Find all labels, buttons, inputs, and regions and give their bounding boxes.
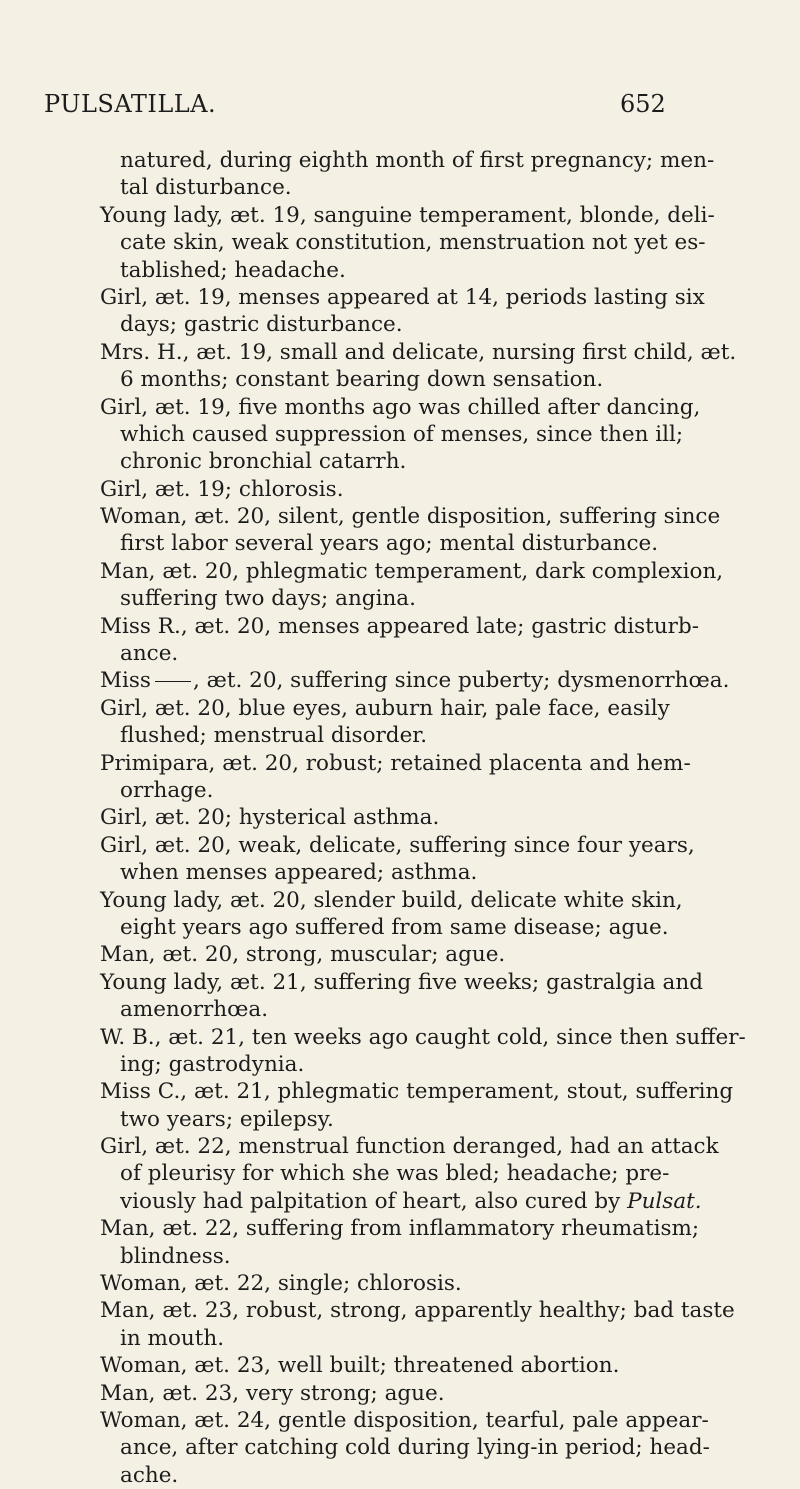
- line-text: ing; gastrodynia.: [120, 1051, 305, 1077]
- line-text: flushed; menstrual disorder.: [120, 723, 428, 749]
- line-text: amenorrhœa.: [120, 997, 269, 1023]
- text-line: [100, 1133, 730, 1160]
- text-line: [100, 1462, 730, 1489]
- line-text: Girl, æt. 19; chlorosis.: [100, 476, 344, 502]
- line-text: Girl, æt. 20, weak, delicate, suffering since four years,: [100, 832, 695, 858]
- text-line: [100, 777, 730, 804]
- text-line: [100, 613, 730, 640]
- text-line: [100, 339, 737, 366]
- line-text: chronic bronchial catarrh.: [120, 449, 407, 475]
- line-text: Girl, æt. 19, five months ago was chilled after dancing,: [100, 394, 701, 420]
- text-line: [100, 1407, 730, 1434]
- line-text: Man, æt. 23, robust, strong, apparently healthy; bad taste: [100, 1298, 735, 1324]
- line-prefix: Miss: [100, 668, 151, 694]
- text-line: [100, 1352, 730, 1379]
- text-line: [100, 174, 730, 201]
- text-line: [100, 1215, 730, 1242]
- line-text: when menses appeared; asthma.: [120, 860, 478, 886]
- text-line: [100, 1078, 734, 1105]
- name-omitted-dash: [155, 681, 191, 682]
- text-line: [100, 257, 730, 284]
- text-line: [100, 667, 730, 694]
- text-line: [100, 695, 730, 722]
- text-line: [100, 1297, 735, 1324]
- line-text: eight years ago suffered from same disease; ague.: [120, 914, 669, 940]
- line-text: in mouth.: [120, 1325, 225, 1351]
- text-line: [100, 1160, 730, 1187]
- text-line: [100, 859, 730, 886]
- text-line: [100, 1380, 730, 1407]
- line-text: Mrs. H., æt. 19, small and delicate, nursing first child, æt.: [100, 339, 737, 365]
- line-text: ache.: [120, 1462, 179, 1488]
- text-line: [100, 366, 730, 393]
- line-text: orrhage.: [120, 777, 214, 803]
- line-text: ance, after catching cold during lying-in period; head-: [120, 1435, 710, 1461]
- running-head-title: PULSATILLA.: [44, 90, 217, 118]
- line-text: Man, æt. 20, phlegmatic temperament, dark complexion,: [100, 558, 724, 584]
- line-text: Young lady, æt. 19, sanguine temperament, blonde, deli-: [100, 202, 715, 228]
- text-line: [100, 229, 730, 256]
- text-line: [100, 503, 730, 530]
- line-text: Woman, æt. 23, well built; threatened abortion.: [100, 1353, 620, 1379]
- page-number: 652: [620, 90, 666, 118]
- text-line: [100, 1325, 730, 1352]
- line-text: days; gastric disturbance.: [120, 312, 403, 338]
- line-text: Woman, æt. 24, gentle disposition, tearful, pale appear-: [100, 1407, 709, 1433]
- line-text: ance.: [120, 641, 179, 667]
- text-line: [100, 530, 730, 557]
- text-line: [100, 750, 730, 777]
- text-line: [100, 1243, 730, 1270]
- line-text: Girl, æt. 20; hysterical asthma.: [100, 805, 440, 831]
- line-text: tablished; headache.: [120, 257, 346, 283]
- line-text: blindness.: [120, 1243, 231, 1269]
- line-text: natured, during eighth month of first pregnancy; men-: [120, 148, 715, 173]
- text-line: [100, 585, 730, 612]
- text-line: [100, 311, 730, 338]
- text-line: [100, 1434, 730, 1461]
- text-line: [100, 804, 730, 831]
- text-line: [100, 147, 730, 174]
- line-text: viously had palpitation of heart, also cured by: [120, 1188, 628, 1214]
- line-text: Girl, æt. 22, menstrual function deranged, had an attack: [100, 1134, 719, 1160]
- line-text: suffering two days; angina.: [120, 586, 416, 612]
- line-text: of pleurisy for which she was bled; headache; pre-: [120, 1161, 670, 1187]
- line-text: Man, æt. 20, strong, muscular; ague.: [100, 942, 506, 968]
- text-line: [100, 558, 730, 585]
- line-text: Young lady, æt. 20, slender build, delicate white skin,: [100, 887, 683, 913]
- line-text: cate skin, weak constitution, menstruation not yet es-: [120, 230, 706, 256]
- line-text: Woman, æt. 22, single; chlorosis.: [100, 1271, 462, 1297]
- line-text: Miss R., æt. 20, menses appeared late; gastric disturb-: [100, 613, 699, 639]
- text-line: [100, 448, 730, 475]
- line-text: Man, æt. 23, very strong; ague.: [100, 1380, 445, 1406]
- remedy-abbreviation: Pulsat.: [627, 1188, 702, 1214]
- text-line: [100, 914, 730, 941]
- text-line: [100, 284, 730, 311]
- text-line: [100, 421, 730, 448]
- line-text: Miss C., æt. 21, phlegmatic temperament, stout, suffering: [100, 1079, 734, 1105]
- text-line: [100, 476, 730, 503]
- case-list: [100, 147, 746, 1489]
- line-text: Girl, æt. 19, menses appeared at 14, periods lasting six: [100, 284, 705, 310]
- line-text: tal disturbance.: [120, 175, 292, 201]
- text-line: [100, 1106, 730, 1133]
- line-text: Primipara, æt. 20, robust; retained placenta and hem-: [100, 750, 691, 776]
- text-line: [100, 887, 730, 914]
- line-text: , æt. 20, suffering since puberty; dysmenorrhœa.: [192, 668, 730, 694]
- line-text: 6 months; constant bearing down sensation.: [120, 367, 604, 393]
- text-line: [100, 941, 730, 968]
- text-line: [100, 1051, 730, 1078]
- line-text: which caused suppression of menses, since then ill;: [120, 421, 684, 447]
- text-line: [100, 722, 730, 749]
- line-text: Man, æt. 22, suffering from inflammatory rheumatism;: [100, 1216, 700, 1242]
- line-text: first labor several years ago; mental disturbance.: [120, 531, 659, 557]
- text-line: [100, 394, 730, 421]
- line-text: two years; epilepsy.: [120, 1106, 334, 1132]
- text-line: [100, 1270, 730, 1297]
- text-line: [100, 969, 730, 996]
- line-text: W. B., æt. 21, ten weeks ago caught cold, since then suffer-: [100, 1024, 746, 1050]
- line-text: Young lady, æt. 21, suffering five weeks; gastralgia and: [100, 969, 703, 995]
- text-line: [100, 832, 730, 859]
- text-line: [100, 640, 730, 667]
- line-text: Girl, æt. 20, blue eyes, auburn hair, pale face, easily: [100, 695, 670, 721]
- text-line: [100, 996, 730, 1023]
- text-line: [100, 1024, 746, 1051]
- line-text: Woman, æt. 20, silent, gentle disposition, suffering since: [100, 504, 721, 530]
- text-line: [100, 202, 730, 229]
- text-line: [100, 1188, 730, 1215]
